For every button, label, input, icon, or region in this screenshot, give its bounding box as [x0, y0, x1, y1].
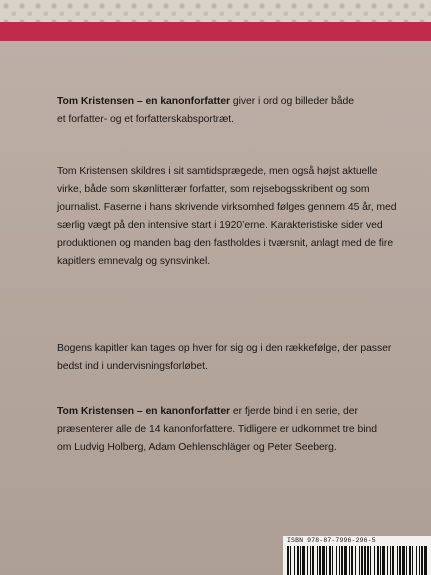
- decorative-pattern-strip: [0, 0, 431, 22]
- paragraph-description: [57, 163, 402, 271]
- text-line: journalist. Faserne i hans skrivende virksomhed følges gennem 45 år, med: [57, 202, 397, 213]
- text-line: Tom Kristensen – en kanonforfatter er fjerde bind i en serie, der: [57, 406, 358, 417]
- barcode-icon: [287, 546, 427, 575]
- book-title: Tom Kristensen – en kanonforfatter: [57, 406, 231, 417]
- text-line: et forfatter- og et forfatterskabsportræt.: [57, 114, 234, 125]
- isbn-text: ISBN 978-87-7996-296-5: [287, 537, 376, 544]
- text-line: kapitlers emnevalg og synsvinkel.: [57, 256, 211, 267]
- paragraph-intro: [57, 93, 402, 129]
- text-line: virke, både som skønlitterær forfatter, som rejsebogsskribent og som: [57, 184, 370, 195]
- text-line: Tom Kristensen – en kanonforfatter giver i ord og billeder både: [57, 96, 354, 107]
- text-line: særlig vægt på den intensive start i 1920’erne. Karakteristiske sider ved: [57, 220, 383, 231]
- text-line: produktionen og manden bag den fastholdes i tværsnit, anlagt med de fire: [57, 238, 394, 249]
- barcode-label: [283, 536, 431, 575]
- paragraph-series: [57, 403, 402, 457]
- red-band: [0, 22, 431, 41]
- text-line: Tom Kristensen skildres i sit samtidsprægede, men også højst aktuelle: [57, 166, 378, 177]
- book-title: Tom Kristensen – en kanonforfatter: [57, 96, 231, 107]
- text-line: om Ludvig Holberg, Adam Oehlenschläger og Peter Seeberg.: [57, 442, 337, 453]
- text-line: Bogens kapitler kan tages op hver for sig og i den rækkefølge, der passer: [57, 343, 392, 354]
- paragraph-usage: [57, 340, 402, 376]
- text-line: bedst ind i undervisningsforløbet.: [57, 361, 208, 372]
- text-line: præsenterer alle de 14 kanonforfattere. Tidligere er udkommet tre bind: [57, 424, 377, 435]
